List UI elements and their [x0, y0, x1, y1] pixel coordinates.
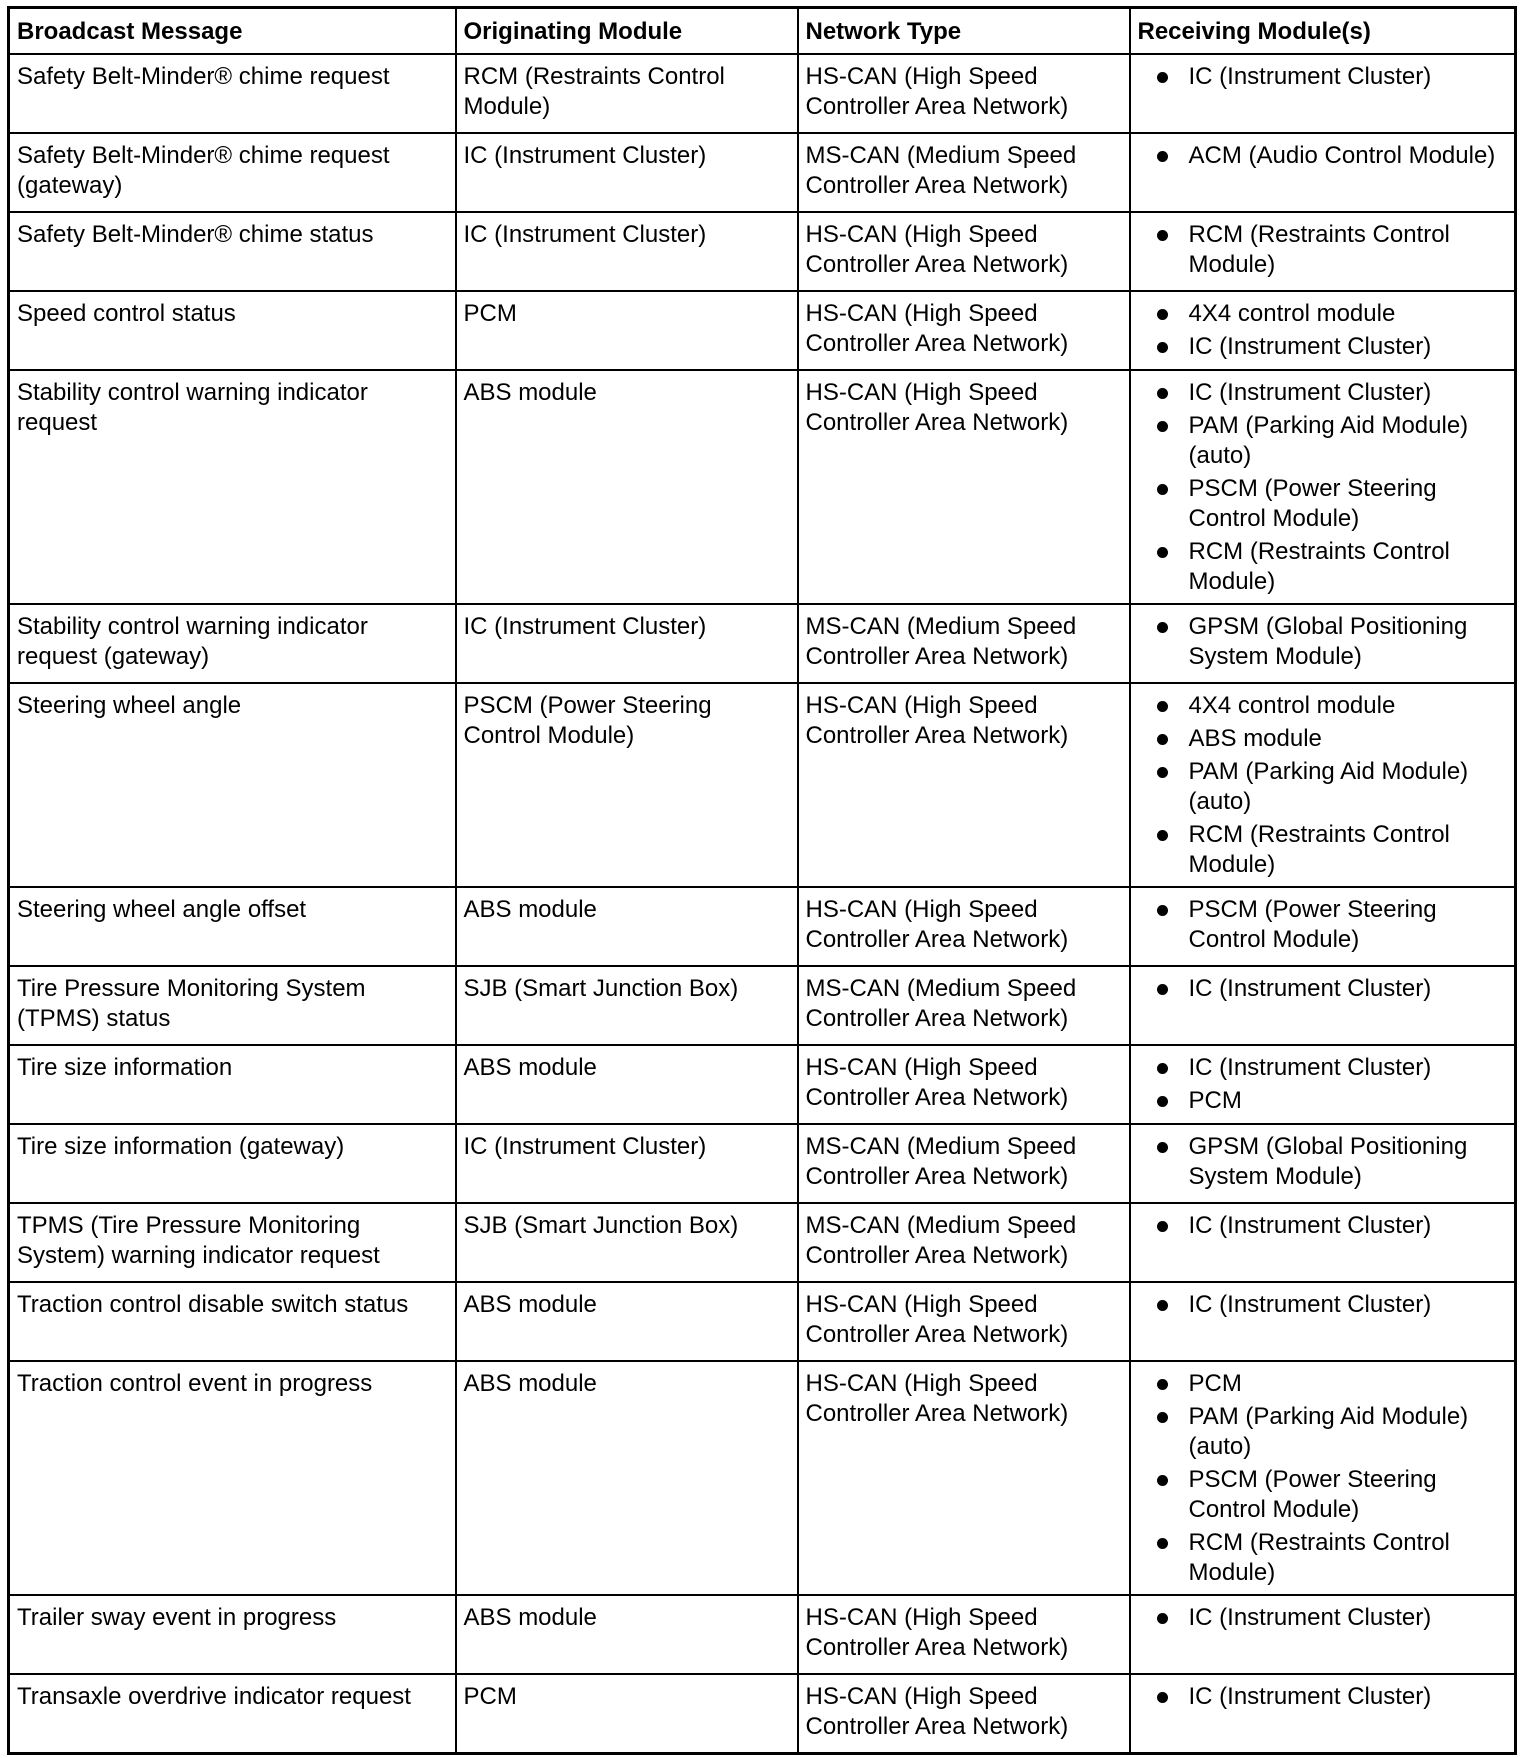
originating-module-cell: ABS module: [456, 370, 798, 604]
originating-module-cell: IC (Instrument Cluster): [456, 604, 798, 683]
receiving-module-label: 4X4 control module: [1188, 692, 1396, 719]
network-type-cell: HS-CAN (High Speed Controller Area Network): [798, 212, 1130, 291]
network-type-cell: HS-CAN (High Speed Controller Area Network): [798, 1282, 1130, 1361]
receiving-modules-list: [1138, 220, 1508, 280]
list-item: [1138, 378, 1508, 408]
list-item: [1138, 411, 1508, 471]
bullet-icon: [1157, 230, 1168, 241]
originating-module-cell: ABS module: [456, 1595, 798, 1674]
receiving-modules-cell: [1130, 887, 1516, 966]
table-row: [9, 604, 1516, 683]
table-header: [9, 8, 1516, 55]
bullet-icon: [1157, 905, 1168, 916]
originating-module-cell: SJB (Smart Junction Box): [456, 1203, 798, 1282]
broadcast-message-cell: Stability control warning indicator request (gateway): [9, 604, 456, 683]
receiving-module-label: PSCM (Power Steering Control Module): [1188, 1466, 1437, 1523]
receiving-modules-cell: [1130, 683, 1516, 887]
originating-module-cell: RCM (Restraints Control Module): [456, 54, 798, 133]
bullet-icon: [1157, 547, 1168, 558]
receiving-modules-cell: [1130, 1124, 1516, 1203]
broadcast-message-cell: Safety Belt-Minder® chime request: [9, 54, 456, 133]
table-row: [9, 1361, 1516, 1595]
list-item: [1138, 612, 1508, 672]
receiving-module-label: IC (Instrument Cluster): [1188, 63, 1432, 90]
broadcast-message-cell: Transaxle overdrive indicator request: [9, 1674, 456, 1753]
list-item: [1138, 220, 1508, 280]
receiving-modules-cell: [1130, 1361, 1516, 1595]
receiving-module-label: IC (Instrument Cluster): [1188, 379, 1432, 406]
list-item: [1138, 537, 1508, 597]
receiving-module-label: IC (Instrument Cluster): [1188, 1604, 1432, 1631]
receiving-modules-cell: [1130, 291, 1516, 370]
bullet-icon: [1157, 734, 1168, 745]
bullet-icon: [1157, 767, 1168, 778]
header-network-type: Network Type: [798, 8, 1130, 55]
broadcast-message-cell: Steering wheel angle offset: [9, 887, 456, 966]
broadcast-message-cell: TPMS (Tire Pressure Monitoring System) warning indicator request: [9, 1203, 456, 1282]
bullet-icon: [1157, 1538, 1168, 1549]
table-row: [9, 291, 1516, 370]
list-item: [1138, 1603, 1508, 1633]
broadcast-message-cell: Steering wheel angle: [9, 683, 456, 887]
network-type-cell: MS-CAN (Medium Speed Controller Area Network): [798, 1124, 1130, 1203]
receiving-modules-cell: [1130, 1045, 1516, 1124]
table-row: [9, 212, 1516, 291]
table-row: [9, 887, 1516, 966]
bullet-icon: [1157, 1613, 1168, 1624]
list-item: [1138, 1369, 1508, 1399]
network-type-cell: MS-CAN (Medium Speed Controller Area Network): [798, 133, 1130, 212]
originating-module-cell: IC (Instrument Cluster): [456, 1124, 798, 1203]
receiving-module-label: PCM: [1188, 1087, 1242, 1114]
table-row: [9, 1595, 1516, 1674]
originating-module-cell: ABS module: [456, 887, 798, 966]
broadcast-message-cell: Stability control warning indicator request: [9, 370, 456, 604]
receiving-modules-list: [1138, 1682, 1508, 1712]
broadcast-message-cell: Speed control status: [9, 291, 456, 370]
receiving-modules-list: [1138, 1290, 1508, 1320]
receiving-module-label: PSCM (Power Steering Control Module): [1188, 896, 1437, 953]
receiving-module-label: PCM: [1188, 1370, 1242, 1397]
receiving-module-label: PAM (Parking Aid Module) (auto): [1188, 412, 1469, 469]
broadcast-message-cell: Safety Belt-Minder® chime status: [9, 212, 456, 291]
receiving-module-label: RCM (Restraints Control Module): [1188, 221, 1450, 278]
list-item: [1138, 1211, 1508, 1241]
receiving-modules-cell: [1130, 1203, 1516, 1282]
receiving-modules-list: [1138, 612, 1508, 672]
receiving-module-label: RCM (Restraints Control Module): [1188, 1529, 1450, 1586]
receiving-module-label: ACM (Audio Control Module): [1188, 142, 1496, 169]
bullet-icon: [1157, 1692, 1168, 1703]
bullet-icon: [1157, 1475, 1168, 1486]
list-item: [1138, 1402, 1508, 1462]
originating-module-cell: IC (Instrument Cluster): [456, 212, 798, 291]
header-broadcast-message: Broadcast Message: [9, 8, 456, 55]
receiving-modules-list: [1138, 691, 1508, 880]
bullet-icon: [1157, 421, 1168, 432]
network-type-cell: HS-CAN (High Speed Controller Area Network): [798, 1595, 1130, 1674]
table-body: [9, 54, 1516, 1753]
receiving-modules-cell: [1130, 54, 1516, 133]
broadcast-message-table: [7, 6, 1517, 1755]
table-row: [9, 1124, 1516, 1203]
receiving-modules-cell: [1130, 1282, 1516, 1361]
list-item: [1138, 1465, 1508, 1525]
header-receiving-modules: Receiving Module(s): [1130, 8, 1516, 55]
receiving-module-label: PAM (Parking Aid Module) (auto): [1188, 758, 1469, 815]
receiving-modules-list: [1138, 1211, 1508, 1241]
receiving-module-label: PSCM (Power Steering Control Module): [1188, 475, 1437, 532]
receiving-modules-cell: [1130, 1674, 1516, 1753]
receiving-modules-list: [1138, 141, 1508, 171]
table-row: [9, 1674, 1516, 1753]
network-type-cell: MS-CAN (Medium Speed Controller Area Network): [798, 966, 1130, 1045]
list-item: [1138, 1053, 1508, 1083]
list-item: [1138, 691, 1508, 721]
list-item: [1138, 332, 1508, 362]
list-item: [1138, 724, 1508, 754]
list-item: [1138, 62, 1508, 92]
receiving-modules-cell: [1130, 966, 1516, 1045]
receiving-module-label: IC (Instrument Cluster): [1188, 1054, 1432, 1081]
receiving-modules-list: [1138, 1132, 1508, 1192]
receiving-modules-list: [1138, 62, 1508, 92]
list-item: [1138, 1528, 1508, 1588]
bullet-icon: [1157, 1096, 1168, 1107]
receiving-modules-list: [1138, 974, 1508, 1004]
table-row: [9, 683, 1516, 887]
network-type-cell: HS-CAN (High Speed Controller Area Network): [798, 54, 1130, 133]
broadcast-message-cell: Safety Belt-Minder® chime request (gateway): [9, 133, 456, 212]
receiving-module-label: IC (Instrument Cluster): [1188, 1291, 1432, 1318]
receiving-module-label: IC (Instrument Cluster): [1188, 1683, 1432, 1710]
network-type-cell: MS-CAN (Medium Speed Controller Area Network): [798, 1203, 1130, 1282]
table-row: [9, 966, 1516, 1045]
network-type-cell: HS-CAN (High Speed Controller Area Network): [798, 1361, 1130, 1595]
broadcast-message-cell: Tire size information (gateway): [9, 1124, 456, 1203]
broadcast-message-table-container: [7, 6, 1517, 1755]
receiving-modules-list: [1138, 378, 1508, 597]
originating-module-cell: ABS module: [456, 1045, 798, 1124]
receiving-modules-cell: [1130, 1595, 1516, 1674]
originating-module-cell: SJB (Smart Junction Box): [456, 966, 798, 1045]
list-item: [1138, 1086, 1508, 1116]
network-type-cell: HS-CAN (High Speed Controller Area Network): [798, 1045, 1130, 1124]
receiving-module-label: RCM (Restraints Control Module): [1188, 821, 1450, 878]
table-row: [9, 370, 1516, 604]
receiving-module-label: RCM (Restraints Control Module): [1188, 538, 1450, 595]
originating-module-cell: IC (Instrument Cluster): [456, 133, 798, 212]
list-item: [1138, 299, 1508, 329]
network-type-cell: HS-CAN (High Speed Controller Area Network): [798, 887, 1130, 966]
broadcast-message-cell: Traction control disable switch status: [9, 1282, 456, 1361]
bullet-icon: [1157, 1142, 1168, 1153]
list-item: [1138, 820, 1508, 880]
receiving-module-label: GPSM (Global Positioning System Module): [1188, 613, 1468, 670]
network-type-cell: HS-CAN (High Speed Controller Area Network): [798, 1674, 1130, 1753]
originating-module-cell: ABS module: [456, 1361, 798, 1595]
table-row: [9, 1282, 1516, 1361]
header-originating-module: Originating Module: [456, 8, 798, 55]
receiving-module-label: PAM (Parking Aid Module) (auto): [1188, 1403, 1469, 1460]
list-item: [1138, 474, 1508, 534]
table-row: [9, 54, 1516, 133]
list-item: [1138, 1682, 1508, 1712]
bullet-icon: [1157, 1063, 1168, 1074]
originating-module-cell: PCM: [456, 291, 798, 370]
receiving-module-label: 4X4 control module: [1188, 300, 1396, 327]
list-item: [1138, 757, 1508, 817]
receiving-modules-list: [1138, 1603, 1508, 1633]
list-item: [1138, 1290, 1508, 1320]
originating-module-cell: PSCM (Power Steering Control Module): [456, 683, 798, 887]
receiving-modules-list: [1138, 895, 1508, 955]
receiving-module-label: IC (Instrument Cluster): [1188, 1212, 1432, 1239]
receiving-module-label: IC (Instrument Cluster): [1188, 333, 1432, 360]
receiving-modules-cell: [1130, 604, 1516, 683]
receiving-modules-cell: [1130, 370, 1516, 604]
bullet-icon: [1157, 984, 1168, 995]
bullet-icon: [1157, 1221, 1168, 1232]
receiving-module-label: IC (Instrument Cluster): [1188, 975, 1432, 1002]
receiving-modules-list: [1138, 1053, 1508, 1116]
receiving-module-label: ABS module: [1188, 725, 1322, 752]
network-type-cell: HS-CAN (High Speed Controller Area Network): [798, 370, 1130, 604]
bullet-icon: [1157, 342, 1168, 353]
originating-module-cell: ABS module: [456, 1282, 798, 1361]
bullet-icon: [1157, 151, 1168, 162]
list-item: [1138, 974, 1508, 1004]
header-row: [9, 8, 1516, 55]
network-type-cell: HS-CAN (High Speed Controller Area Network): [798, 683, 1130, 887]
list-item: [1138, 141, 1508, 171]
receiving-modules-list: [1138, 1369, 1508, 1588]
table-row: [9, 1045, 1516, 1124]
bullet-icon: [1157, 484, 1168, 495]
broadcast-message-cell: Trailer sway event in progress: [9, 1595, 456, 1674]
bullet-icon: [1157, 701, 1168, 712]
bullet-icon: [1157, 830, 1168, 841]
originating-module-cell: PCM: [456, 1674, 798, 1753]
bullet-icon: [1157, 1300, 1168, 1311]
broadcast-message-cell: Tire Pressure Monitoring System (TPMS) status: [9, 966, 456, 1045]
bullet-icon: [1157, 1412, 1168, 1423]
receiving-modules-list: [1138, 299, 1508, 362]
network-type-cell: HS-CAN (High Speed Controller Area Network): [798, 291, 1130, 370]
broadcast-message-cell: Traction control event in progress: [9, 1361, 456, 1595]
bullet-icon: [1157, 309, 1168, 320]
receiving-modules-cell: [1130, 212, 1516, 291]
bullet-icon: [1157, 622, 1168, 633]
receiving-modules-cell: [1130, 133, 1516, 212]
bullet-icon: [1157, 1379, 1168, 1390]
broadcast-message-cell: Tire size information: [9, 1045, 456, 1124]
bullet-icon: [1157, 388, 1168, 399]
list-item: [1138, 1132, 1508, 1192]
receiving-module-label: GPSM (Global Positioning System Module): [1188, 1133, 1468, 1190]
table-row: [9, 133, 1516, 212]
network-type-cell: MS-CAN (Medium Speed Controller Area Network): [798, 604, 1130, 683]
list-item: [1138, 895, 1508, 955]
bullet-icon: [1157, 72, 1168, 83]
table-row: [9, 1203, 1516, 1282]
